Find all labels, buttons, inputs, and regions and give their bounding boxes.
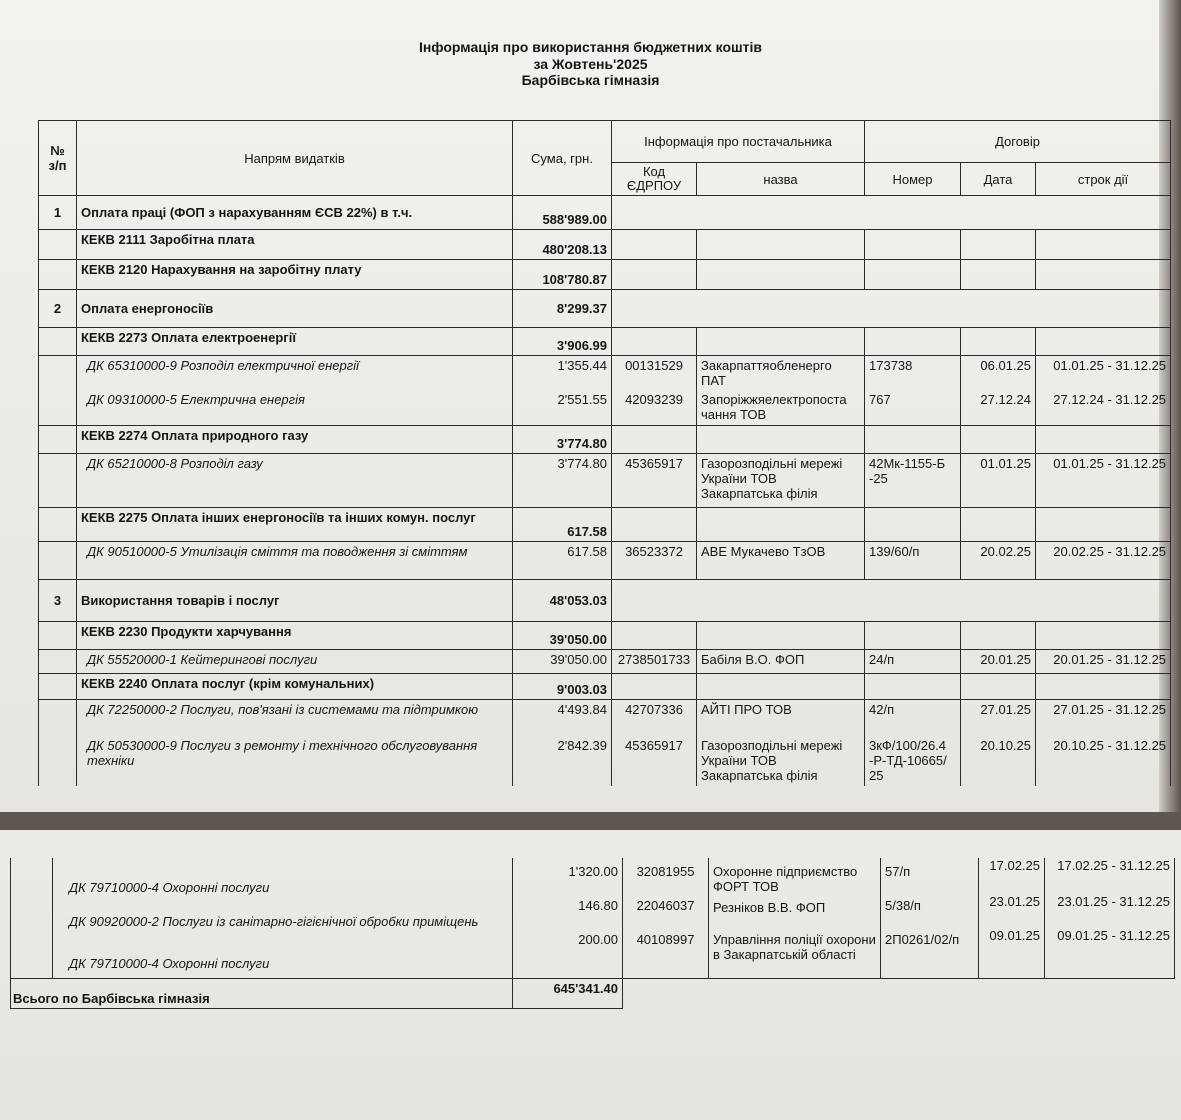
col-header-sum: Сума, грн. [513,121,612,196]
table-row-total [11,978,1175,1008]
item-supplier: Охоронне підприємство ФОРТ ТОВ [713,864,858,894]
item-supplier: Управління поліції охорони в Закарпатській області [713,932,876,962]
row-label: КЕКВ 2275 Оплата інших енергоносіїв та інших комун. послуг [77,508,513,542]
item-contract-date: 27.01.25 [980,702,1031,717]
item-contract-term: 23.01.25 - 31.12.25 [1057,894,1170,909]
item-sum: 1'320.00 [568,864,618,879]
item-sum: 3'774.80 [513,454,612,508]
row-num [11,858,53,978]
doc-title-line3: Барбівська гімназія [521,72,660,88]
item-code: 42093239 [625,392,683,407]
row-sum: 108'780.87 [513,260,612,290]
col-header-contract: Договір [865,121,1171,163]
row-sum: 3'774.80 [513,426,612,454]
row-num [39,328,77,356]
item-sum: 146.80 [578,898,618,913]
table-row-kekv-2230 [39,622,1171,650]
item-contract-date: 17.02.25 [989,858,1040,873]
table-row-dk-catering [39,650,1171,674]
item-sum: 4'493.84 [557,702,607,717]
item-supplier: Газорозподільні мережі України ТОВ Закарпатська філія [697,454,865,508]
row-sum: 3'906.99 [513,328,612,356]
item-code: 36523372 [612,542,697,580]
col-header-term: строк дії [1036,163,1171,196]
item-contract-date: 20.01.25 [961,650,1036,674]
item-supplier: АЙТІ ПРО ТОВ [701,702,792,717]
table-row-section-3 [39,580,1171,622]
item-contract-term: 01.01.25 - 31.12.25 [1036,454,1171,508]
table-row-kekv-2275 [39,508,1171,542]
table-row-kekv-2240 [39,674,1171,700]
row-sum: 8'299.37 [513,290,612,328]
item-label: ДК 90510000-5 Утилізація сміття та поводження зі сміттям [77,542,513,580]
item-supplier: Закарпаттяобленерго ПАТ [701,358,832,388]
item-label: ДК 72250000-2 Послуги, пов'язані із системами та підтримкою [87,702,479,717]
item-sum: 2'842.39 [557,738,607,753]
item-supplier: Бабіля В.О. ФОП [697,650,865,674]
item-contract-term: 20.01.25 - 31.12.25 [1036,650,1171,674]
item-contract-date: 20.02.25 [961,542,1036,580]
col-header-num: № з/п [39,121,77,196]
row-label: КЕКВ 2120 Нарахування на заробітну плату [77,260,513,290]
item-label: ДК 09310000-5 Електрична енергія [87,392,305,407]
row-label: КЕКВ 2274 Оплата природного газу [77,426,513,454]
row-num [39,230,77,260]
item-code: 40108997 [636,932,695,947]
item-contract-term: 27.12.24 - 31.12.25 [1053,392,1167,407]
item-contract-number: 5/38/п [885,898,921,913]
table-row-kekv-2273 [39,328,1171,356]
row-num: 3 [39,580,77,622]
item-label: ДК 65210000-8 Розподіл газу [77,454,513,508]
budget-table-page2 [10,858,1175,1009]
item-contract-term: 20.10.25 - 31.12.25 [1053,738,1167,753]
row-sum: 480'208.13 [513,230,612,260]
row-num [39,542,77,580]
total-label: Всього по Барбівська гімназія [11,978,513,1008]
item-contract-term: 09.01.25 - 31.12.25 [1057,928,1170,943]
col-header-direction: Напрям видатків [77,121,513,196]
item-contract-number: 24/п [865,650,961,674]
item-supplier: Резніков В.В. ФОП [713,900,826,915]
row-label: Оплата енергоносіїв [77,290,513,328]
table-row-dk-gas [39,454,1171,508]
item-contract-number: 57/п [885,864,911,879]
row-num [39,508,77,542]
row-label: КЕКВ 2230 Продукти харчування [77,622,513,650]
item-sum: 617.58 [513,542,612,580]
row-num [39,650,77,674]
row-num: 1 [39,196,77,230]
item-label: ДК 79710000-4 Охоронні послуги [69,956,270,971]
col-header-name: назва [697,163,865,196]
item-contract-number: 2П0261/02/п [885,932,960,947]
doc-title-line2: за Жовтень'2025 [533,56,648,72]
row-sum: 588'989.00 [513,196,612,230]
row-sum: 39'050.00 [513,622,612,650]
item-contract-date: 09.01.25 [989,928,1040,943]
item-supplier: Запоріжжяелектропоста чання ТОВ [701,392,847,422]
item-label: ДК 50530000-9 Послуги з ремонту і технічного обслуговування техніки [87,738,478,768]
item-contract-number: 139/60/п [865,542,961,580]
table-row-section-1 [39,196,1171,230]
item-contract-number: 767 [869,392,891,407]
item-contract-number: 173738 [869,358,913,373]
row-sum: 48'053.03 [513,580,612,622]
row-empty [612,196,1171,230]
item-code: 00131529 [625,358,683,373]
item-contract-term: 20.02.25 - 31.12.25 [1036,542,1171,580]
row-label: КЕКВ 2111 Заробітна плата [77,230,513,260]
table-row-kekv-2120 [39,260,1171,290]
row-empty [612,580,1171,622]
row-num [39,622,77,650]
row-empty [623,978,1175,1008]
item-label: ДК 79710000-4 Охоронні послуги [69,880,270,895]
item-sum: 1'355.44 [557,358,607,373]
item-code: 2738501733 [612,650,697,674]
row-num: 2 [39,290,77,328]
item-contract-date: 01.01.25 [961,454,1036,508]
item-code: 45365917 [612,454,697,508]
item-sum: 2'551.55 [557,392,607,407]
row-num [39,260,77,290]
item-code: 42707336 [625,702,683,717]
row-num [39,356,77,426]
row-label: КЕКВ 2240 Оплата послуг (крім комунальних) [77,674,513,700]
item-contract-number: 42/п [869,702,895,717]
budget-table-page1 [38,120,1171,786]
item-sum: 39'050.00 [513,650,612,674]
item-contract-date: 06.01.25 [980,358,1031,373]
row-sum: 617.58 [513,508,612,542]
item-sum: 200.00 [578,932,618,947]
table-row-kekv-2111 [39,230,1171,260]
item-contract-term: 17.02.25 - 31.12.25 [1057,858,1170,873]
item-supplier: Газорозподільні мережі України ТОВ Закарпатська філія [701,738,843,783]
item-label: ДК 90920000-2 Послуги із санітарно-гігієнічної обробки приміщень [69,914,479,929]
table-row-dk-security [11,858,1175,978]
row-label: Використання товарів і послуг [77,580,513,622]
item-contract-date: 23.01.25 [989,894,1040,909]
doc-title-line1: Інформація про використання бюджетних коштів [418,39,763,55]
col-header-code: Код ЄДРПОУ [612,163,697,196]
row-num [39,454,77,508]
table-row-dk-services [39,700,1171,786]
col-header-number: Номер [865,163,961,196]
item-contract-number: 3кФ/100/26.4 -Р-ТД-10665/ 25 [869,738,947,783]
row-label: КЕКВ 2273 Оплата електроенергії [77,328,513,356]
item-contract-term: 27.01.25 - 31.12.25 [1053,702,1167,717]
table-row-section-2 [39,290,1171,328]
row-empty [612,290,1171,328]
item-contract-date: 20.10.25 [980,738,1031,753]
item-contract-number: 42Мк-1155-Б -25 [865,454,961,508]
col-header-supplier: Інформація про постачальника [612,121,865,163]
table-row-dk-electricity [39,356,1171,426]
row-num [39,426,77,454]
item-code: 45365917 [625,738,683,753]
table-row-kekv-2274 [39,426,1171,454]
document-page-2 [0,830,1181,1120]
table-row-dk-waste [39,542,1171,580]
item-code: 32081955 [636,864,695,879]
row-num [39,700,77,786]
col-header-date: Дата [961,163,1036,196]
row-sum: 9'003.03 [513,674,612,700]
item-contract-date: 27.12.24 [980,392,1031,407]
item-label: ДК 55520000-1 Кейтерингові послуги [77,650,513,674]
total-sum: 645'341.40 [513,978,623,1008]
item-contract-term: 01.01.25 - 31.12.25 [1053,358,1167,373]
row-num [39,674,77,700]
item-supplier: АВЕ Мукачево ТзОВ [697,542,865,580]
item-code: 22046037 [636,898,695,913]
row-label: Оплата праці (ФОП з нарахуванням ЄСВ 22%) в т.ч. [77,196,513,230]
item-label: ДК 65310000-9 Розподіл електричної енергії [87,358,359,373]
